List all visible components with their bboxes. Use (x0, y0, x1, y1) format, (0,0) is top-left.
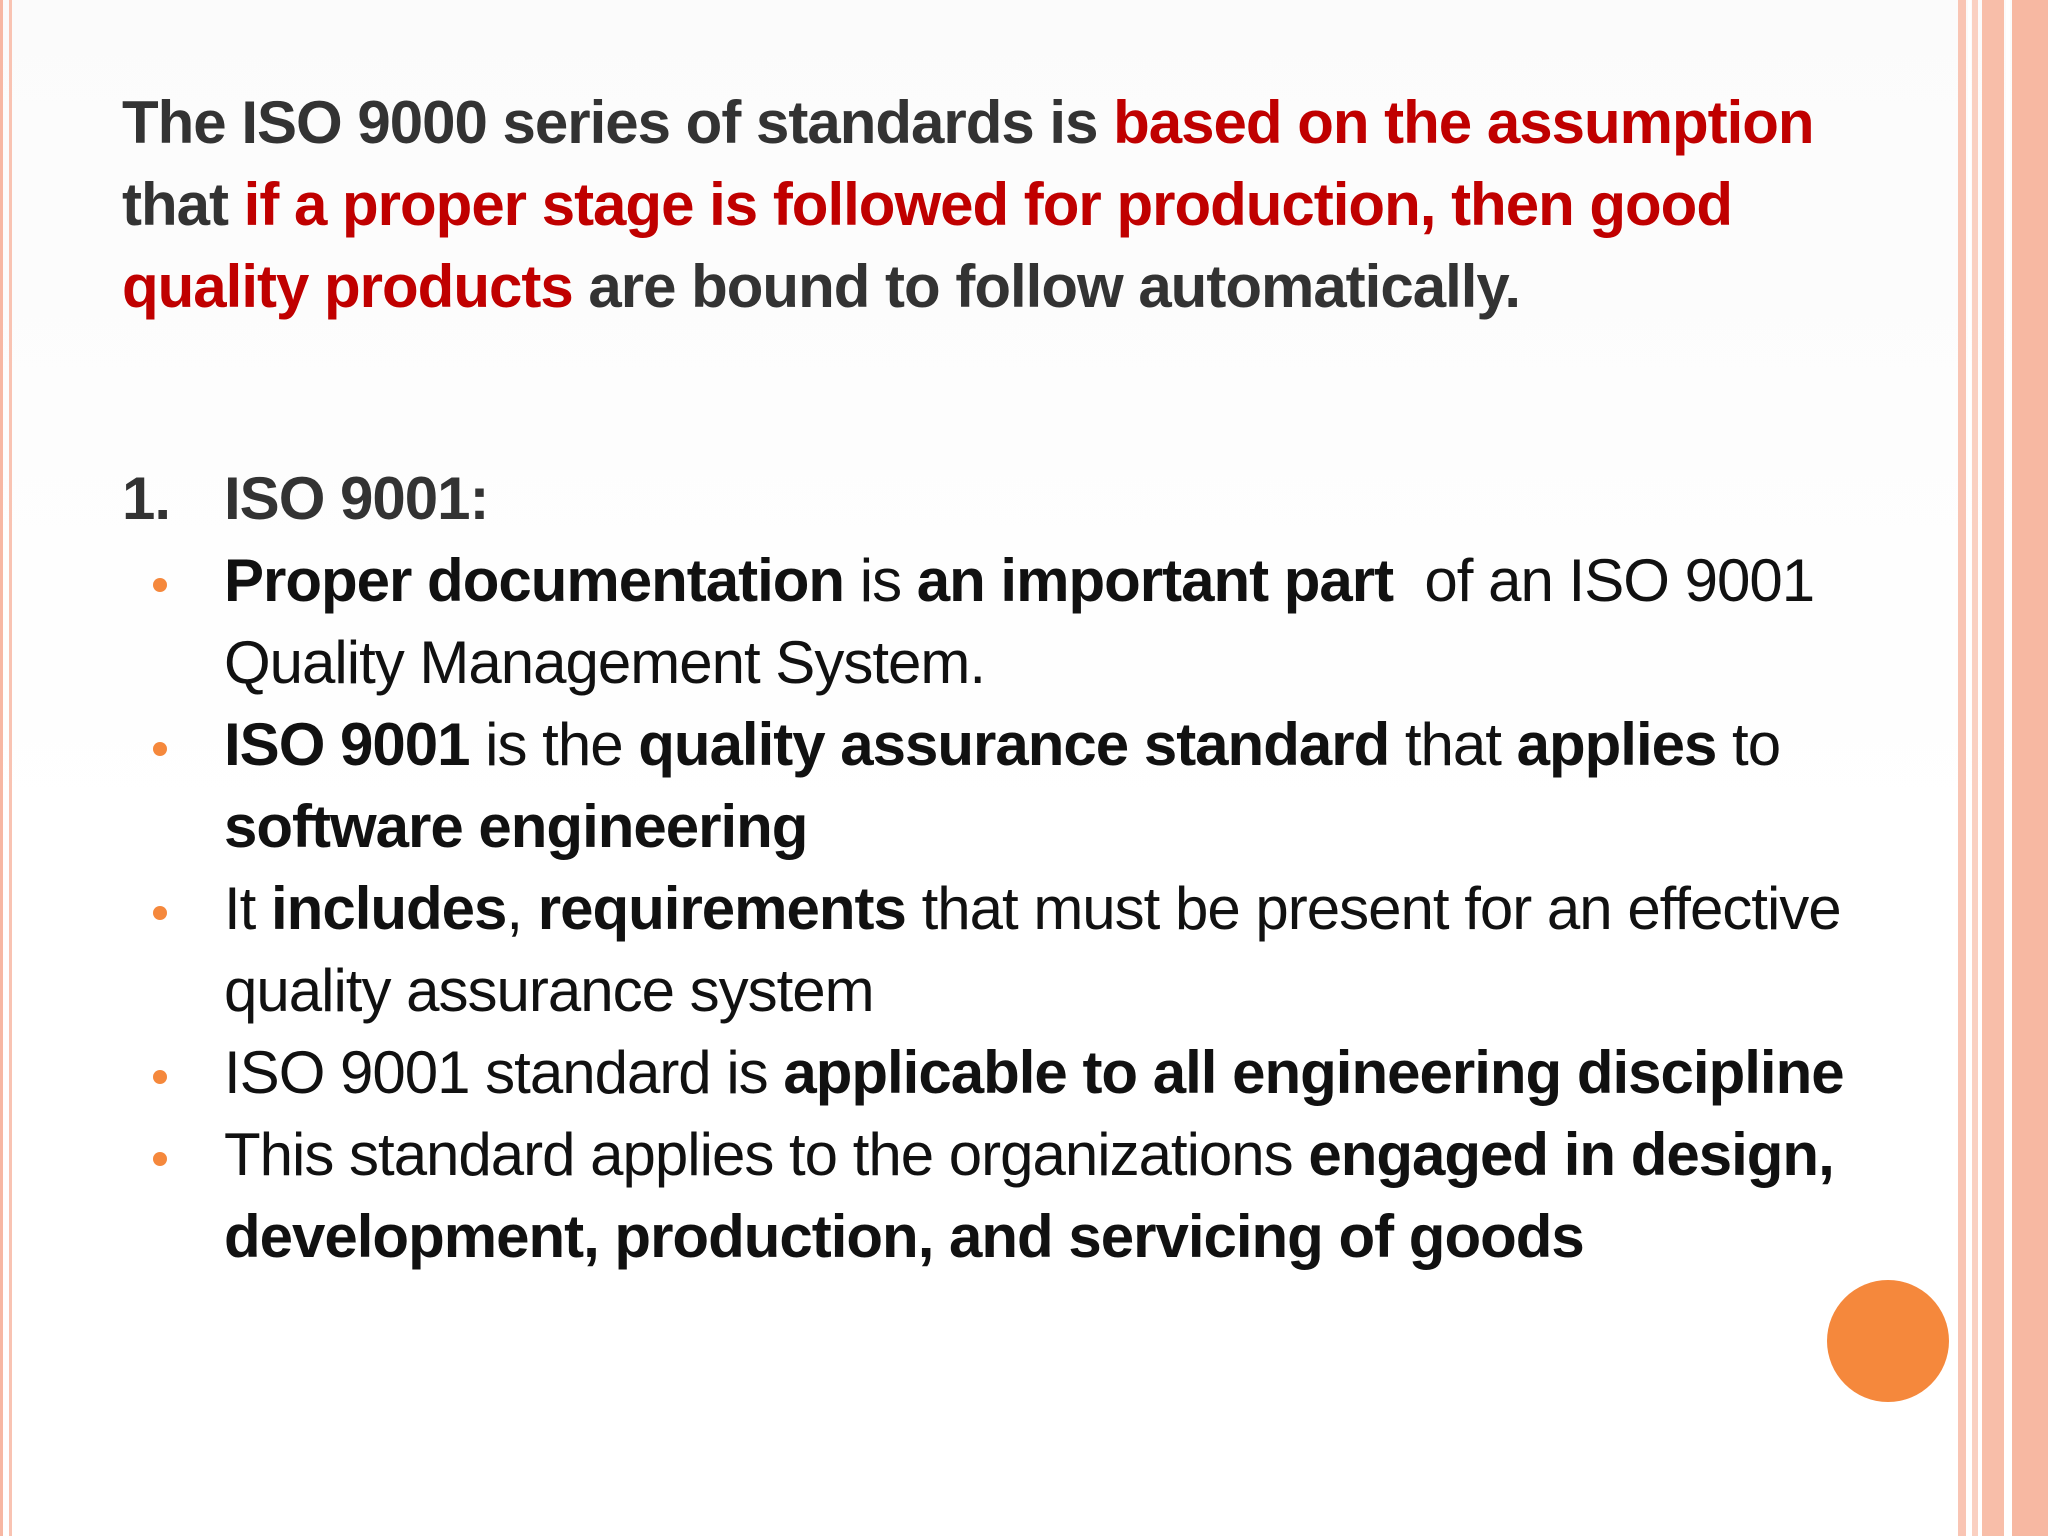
text: is (844, 547, 917, 614)
list-item (122, 1114, 1904, 1278)
list-item (122, 704, 1904, 868)
text: It (224, 875, 272, 942)
section-heading (122, 458, 1902, 540)
bold-text: applicable to all engineering discipline (783, 1039, 1844, 1106)
bold-text: includes (271, 875, 507, 942)
right-decor-gap (2006, 0, 2010, 1536)
intro-text: The ISO 9000 series of standards is (122, 89, 1114, 156)
right-decor-stripe (1982, 0, 2004, 1536)
bold-text: applies (1516, 711, 1717, 778)
right-decor-gap (1968, 0, 1971, 1536)
text: ISO 9001 standard is (224, 1039, 784, 1106)
intro-emphasis: if a proper stage is followed for production, then good quality products (122, 171, 1732, 320)
iso-9001-section (122, 458, 1902, 1278)
bullet-list (122, 540, 1902, 1278)
left-border-line (0, 0, 3, 1536)
section-number: 1. (122, 465, 171, 532)
bold-text: an important part (916, 547, 1394, 614)
intro-paragraph (122, 82, 1862, 328)
text: that (1389, 711, 1517, 778)
list-item (122, 868, 1904, 1032)
bullet-dot-icon (153, 578, 167, 592)
bullet-dot-icon (153, 1070, 167, 1084)
intro-emphasis: based on the assumption (1113, 89, 1814, 156)
slide-content (122, 82, 1902, 1278)
bullet-dot-icon (153, 906, 167, 920)
text: This standard applies to the organizations (224, 1121, 1309, 1188)
section-title: ISO 9001: (224, 465, 489, 532)
bold-text: requirements (537, 875, 906, 942)
bold-text: software engineering (224, 793, 808, 860)
text: of an ISO 9001 Quality Management System. (224, 547, 1830, 696)
right-decor-stripe (2012, 0, 2048, 1536)
intro-text: that (122, 171, 244, 238)
bold-text: quality assurance standard (638, 711, 1390, 778)
text: that must be present for an effective quality assurance system (224, 875, 1841, 1024)
bold-text: engaged in design, development, production, and servicing of goods (224, 1121, 1834, 1270)
intro-text: are bound to follow automatically. (572, 253, 1520, 320)
list-item (122, 540, 1904, 704)
orange-circle-decoration (1827, 1280, 1949, 1402)
right-decor-stripe (1958, 0, 1966, 1536)
right-decor-stripe (1972, 0, 1978, 1536)
text: to (1716, 711, 1781, 778)
left-border-line-inner (9, 0, 12, 1536)
bold-text: Proper documentation (224, 547, 845, 614)
list-item (122, 1032, 1904, 1114)
bullet-dot-icon (153, 1152, 167, 1166)
bold-text: ISO 9001 (224, 711, 470, 778)
bullet-dot-icon (153, 742, 167, 756)
text: , (506, 875, 538, 942)
text: is the (469, 711, 639, 778)
